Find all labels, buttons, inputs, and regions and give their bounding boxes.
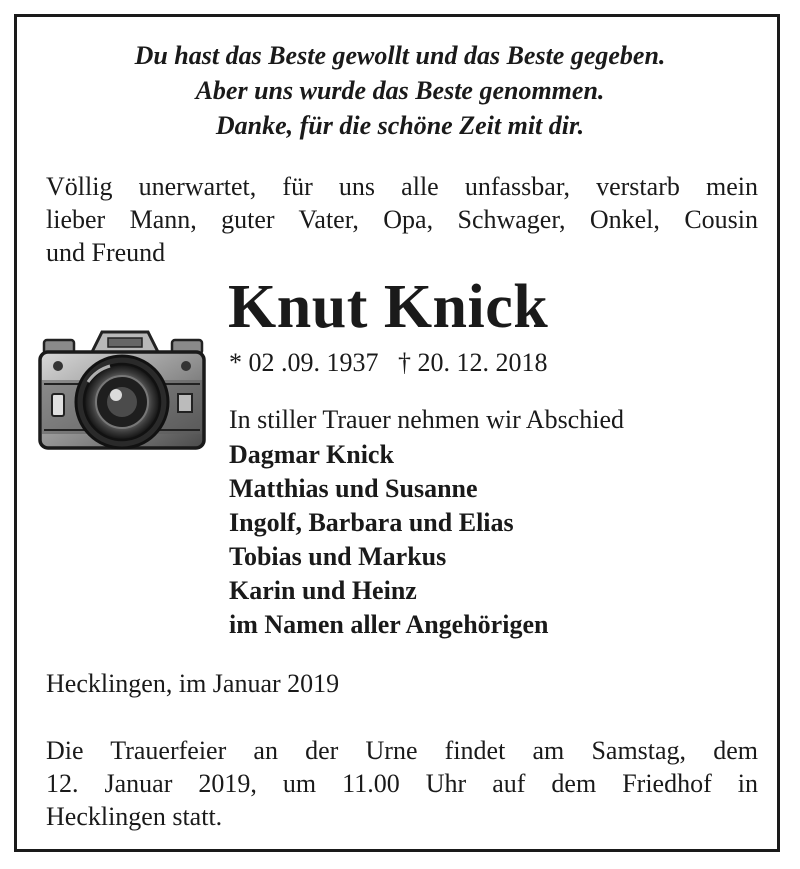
camera-icon <box>36 322 208 460</box>
intro-line: und Freund <box>46 238 166 267</box>
place-date: Hecklingen, im Januar 2019 <box>46 669 340 698</box>
mourner-name: Ingolf, Barbara und Elias <box>229 508 514 537</box>
mourner-name: Dagmar Knick <box>229 440 394 469</box>
intro-paragraph <box>46 170 758 269</box>
mourner-name: Karin und Heinz <box>229 576 417 605</box>
mourning-intro: In stiller Trauer nehmen wir Abschied <box>229 405 624 434</box>
intro-line: Völlig unerwartet, für uns alle unfassbar, verstarb mein <box>46 172 758 201</box>
mourner-name: Tobias und Markus <box>229 542 447 571</box>
ceremony-line: 12. Januar 2019, um 11.00 Uhr auf dem Friedhof in <box>46 769 758 798</box>
mourner-name: Matthias und Susanne <box>229 474 478 503</box>
verse-line: Danke, für die schöne Zeit mit dir. <box>215 111 585 140</box>
intro-line: lieber Mann, guter Vater, Opa, Schwager, Onkel, Cousin <box>46 205 758 234</box>
mourner-name: im Namen aller Angehörigen <box>229 610 549 639</box>
ceremony-line: Die Trauerfeier an der Urne findet am Samstag, dem <box>46 736 758 765</box>
deceased-name: Knut Knick <box>228 273 549 341</box>
verse-line: Aber uns wurde das Beste genommen. <box>195 76 605 105</box>
ceremony-paragraph <box>46 734 758 833</box>
verse-line: Du hast das Beste gewollt und das Beste gegeben. <box>134 41 666 70</box>
ceremony-line: Hecklingen statt. <box>46 802 223 831</box>
life-dates: * 02 .09. 1937 † 20. 12. 2018 <box>229 348 548 377</box>
mourners-list <box>229 438 548 642</box>
